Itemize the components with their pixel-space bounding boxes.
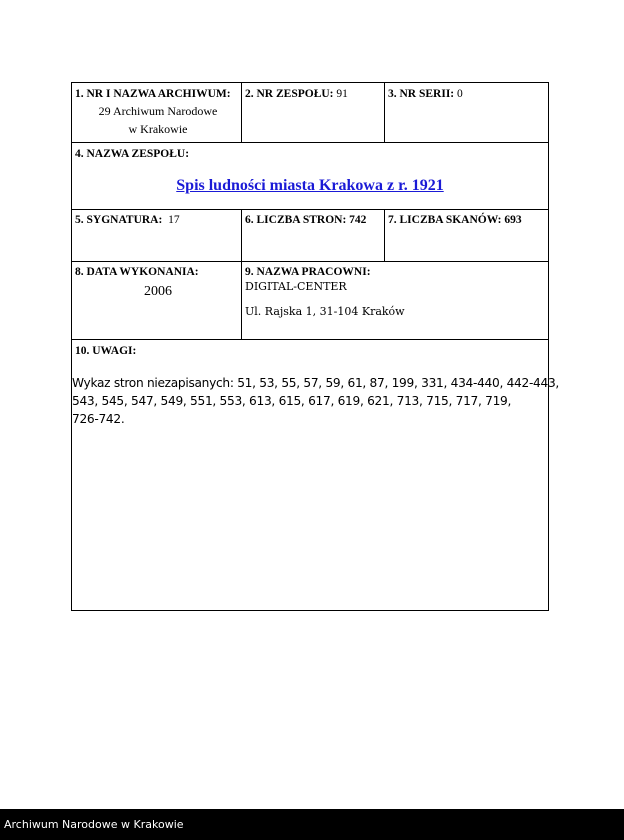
footer-bar — [0, 809, 624, 840]
fonds-number-row — [245, 88, 348, 100]
scan-count-label: 7. LICZBA SKANÓW: — [388, 214, 502, 226]
fonds-name-label: 4. NAZWA ZESPOŁU: — [75, 148, 190, 160]
archive-name-line1: 29 Archiwum Narodowe — [98, 104, 218, 118]
fonds-title-link[interactable]: Spis ludności miasta Krakowa z r. 1921 — [176, 177, 444, 194]
studio-address: Ul. Rajska 1, 31-104 Kraków — [245, 305, 405, 318]
page-count-cell — [242, 210, 384, 261]
notes-label: 10. UWAGI: — [75, 345, 137, 357]
scan-count-row — [388, 214, 522, 226]
archive-name-line2: w Krakowie — [128, 122, 188, 136]
series-number-value: 0 — [457, 88, 463, 100]
page-count-value: 742 — [349, 214, 367, 226]
fonds-number-cell — [242, 83, 384, 142]
archive-label: 1. NR I NAZWA ARCHIWUM: — [75, 88, 231, 100]
scan-count-cell — [385, 210, 548, 261]
signature-row — [75, 214, 180, 226]
date-value: 2006 — [144, 284, 172, 299]
footer-archive-name: Archiwum Narodowe w Krakowie — [4, 818, 184, 831]
notes-line-1: Wykaz stron niezapisanych: 51, 53, 55, 57, 59, 61, 87, 199, 331, 434-440, 442-443, — [72, 376, 559, 390]
studio-name: DIGITAL-CENTER — [245, 280, 347, 293]
page-count-row — [245, 214, 366, 226]
notes-line-3: 726-742. — [72, 412, 125, 426]
scan-count-value: 693 — [504, 214, 522, 226]
series-number-label: 3. NR SERII: — [388, 88, 455, 100]
page-count-label: 6. LICZBA STRON: — [245, 214, 347, 226]
fonds-name-cell — [72, 143, 548, 209]
studio-cell — [242, 262, 548, 339]
series-number-row — [388, 88, 463, 100]
archive-record-card — [71, 82, 559, 611]
date-cell — [72, 262, 241, 339]
series-number-cell — [385, 83, 548, 142]
notes-line-2: 543, 545, 547, 549, 551, 553, 613, 615, 617, 619, 621, 713, 715, 717, 719, — [72, 394, 512, 408]
fonds-number-label: 2. NR ZESPOŁU: — [245, 88, 334, 100]
archive-cell — [72, 83, 241, 142]
date-label: 8. DATA WYKONANIA: — [75, 266, 199, 278]
signature-value: 17 — [168, 214, 180, 226]
signature-label: 5. SYGNATURA: — [75, 214, 163, 226]
fonds-number-value: 91 — [336, 88, 348, 100]
notes-text — [72, 374, 559, 428]
signature-cell — [72, 210, 241, 261]
studio-label: 9. NAZWA PRACOWNI: — [245, 266, 371, 278]
